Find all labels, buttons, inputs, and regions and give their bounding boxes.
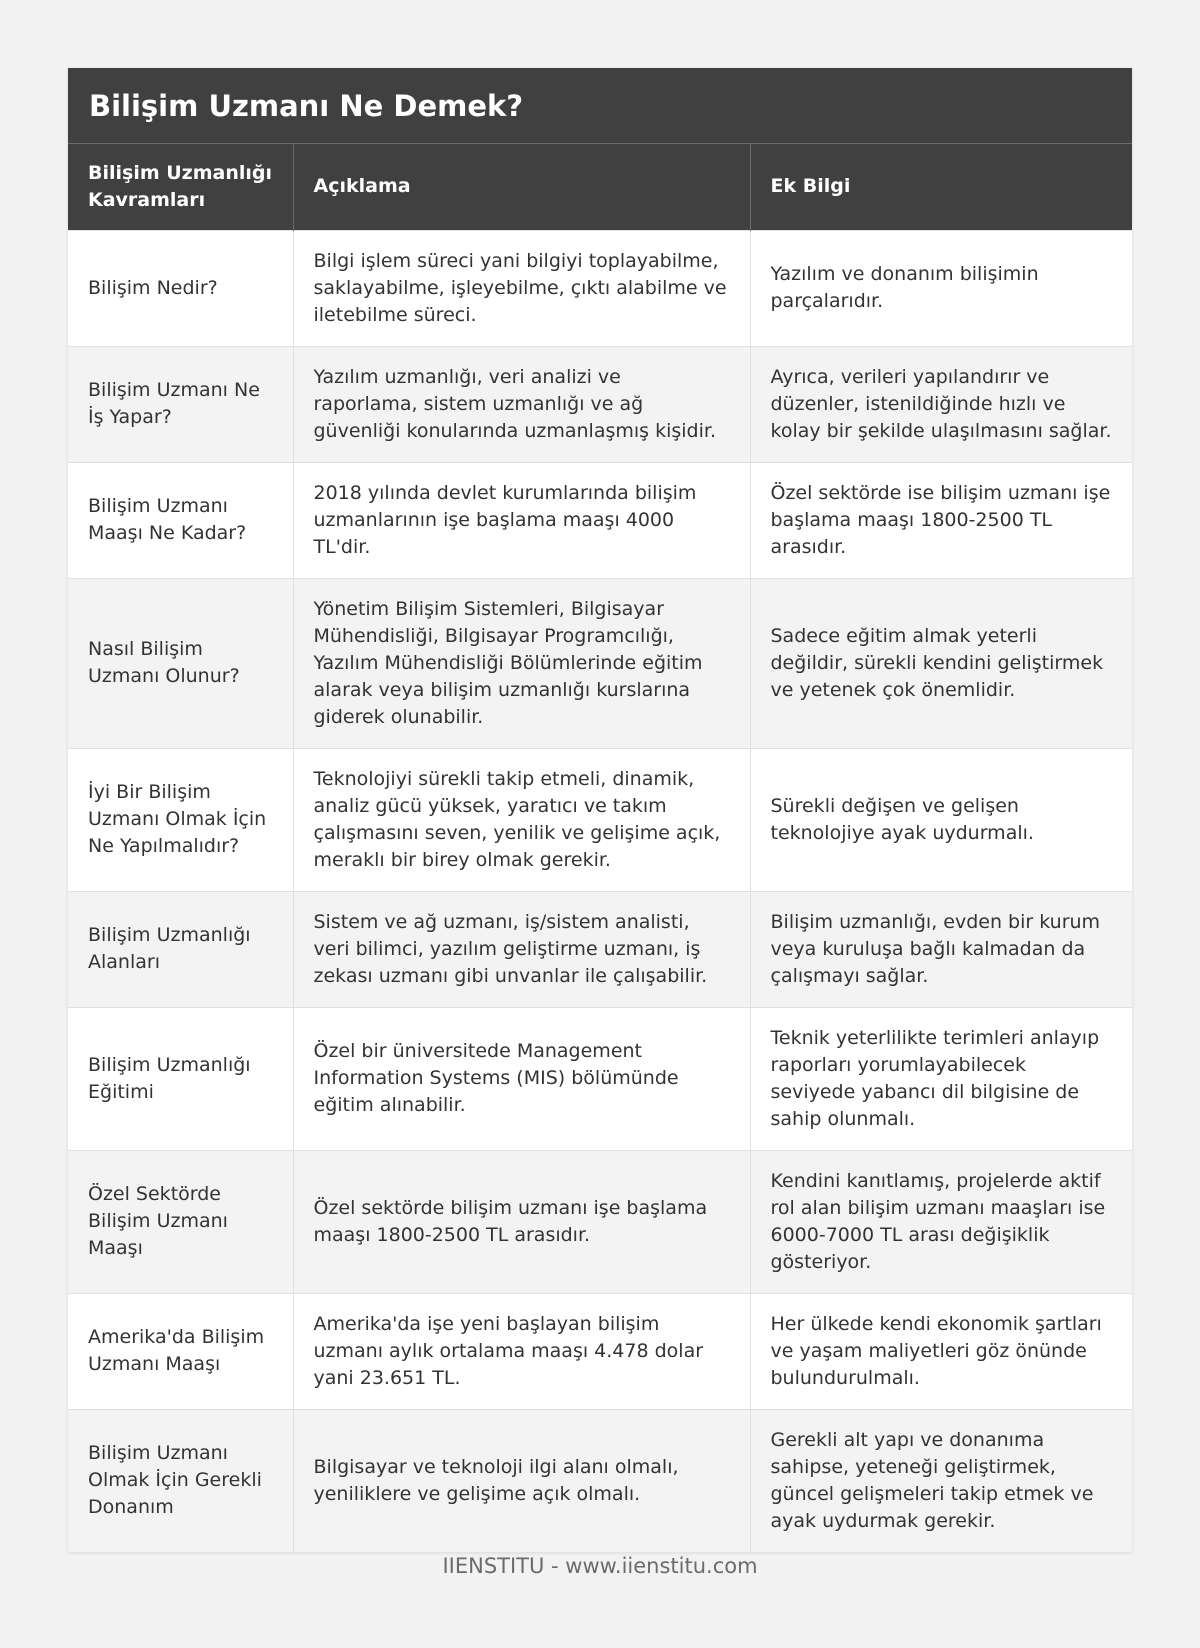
cell-concept: Bilişim Uzmanı Maaşı Ne Kadar? — [68, 462, 293, 578]
cell-description: Özel sektörde bilişim uzmanı işe başlama maaşı 1800-2500 TL arasıdır. — [293, 1150, 750, 1293]
cell-concept: İyi Bir Bilişim Uzmanı Olmak İçin Ne Yapılmalıdır? — [68, 748, 293, 891]
column-header-description: Açıklama — [293, 144, 750, 230]
table-header — [68, 144, 1132, 230]
cell-concept: Bilişim Uzmanlığı Alanları — [68, 891, 293, 1007]
table-row — [68, 1409, 1132, 1552]
table-row — [68, 1007, 1132, 1150]
cell-description: Yazılım uzmanlığı, veri analizi ve raporlama, sistem uzmanlığı ve ağ güvenliği konularında uzmanlaşmış kişidir. — [293, 346, 750, 462]
table-row — [68, 1150, 1132, 1293]
cell-concept: Bilişim Nedir? — [68, 230, 293, 346]
cell-description: Bilgi işlem süreci yani bilgiyi toplayabilme, saklayabilme, işleyebilme, çıktı alabilme ve iletebilme süreci. — [293, 230, 750, 346]
cell-extra-info: Ayrıca, verileri yapılandırır ve düzenler, istenildiğinde hızlı ve kolay bir şekilde ulaşılmasını sağlar. — [750, 346, 1132, 462]
cell-extra-info: Gerekli alt yapı ve donanıma sahipse, yeteneği geliştirmek, güncel gelişmeleri takip etmek ve ayak uydurmak gerekir. — [750, 1409, 1132, 1552]
cell-description: Özel bir üniversitede Management Information Systems (MIS) bölümünde eğitim alınabilir. — [293, 1007, 750, 1150]
info-table-card — [68, 68, 1132, 1552]
table-row — [68, 891, 1132, 1007]
cell-concept: Bilişim Uzmanı Ne İş Yapar? — [68, 346, 293, 462]
cell-description: 2018 yılında devlet kurumlarında bilişim uzmanlarının işe başlama maaşı 4000 TL'dir. — [293, 462, 750, 578]
cell-description: Sistem ve ağ uzmanı, iş/sistem analisti, veri bilimci, yazılım geliştirme uzmanı, iş zekası uzmanı gibi unvanlar ile çalışabilir. — [293, 891, 750, 1007]
cell-description: Bilgisayar ve teknoloji ilgi alanı olmalı, yeniliklere ve gelişime açık olmalı. — [293, 1409, 750, 1552]
table-row — [68, 346, 1132, 462]
column-header-concept: Bilişim Uzmanlığı Kavramları — [68, 144, 293, 230]
cell-concept: Amerika'da Bilişim Uzmanı Maaşı — [68, 1293, 293, 1409]
table-body — [68, 230, 1132, 1552]
cell-extra-info: Bilişim uzmanlığı, evden bir kurum veya kuruluşa bağlı kalmadan da çalışmayı sağlar. — [750, 891, 1132, 1007]
table-title: Bilişim Uzmanı Ne Demek? — [68, 68, 1132, 144]
table-row — [68, 1293, 1132, 1409]
cell-description: Yönetim Bilişim Sistemleri, Bilgisayar Mühendisliği, Bilgisayar Programcılığı, Yazılım Mühendisliği Bölümlerinde eğitim alarak veya bilişim uzmanlığı kurslarına giderek olunabilir. — [293, 578, 750, 748]
cell-extra-info: Kendini kanıtlamış, projelerde aktif rol alan bilişim uzmanı maaşları ise 6000-7000 TL arası değişiklik gösteriyor. — [750, 1150, 1132, 1293]
cell-extra-info: Teknik yeterlilikte terimleri anlayıp raporları yorumlayabilecek seviyede yabancı dil bilgisine de sahip olunmalı. — [750, 1007, 1132, 1150]
table-row — [68, 748, 1132, 891]
cell-description: Teknolojiyi sürekli takip etmeli, dinamik, analiz gücü yüksek, yaratıcı ve takım çalışmasını seven, yenilik ve gelişime açık, meraklı bir birey olmak gerekir. — [293, 748, 750, 891]
cell-concept: Özel Sektörde Bilişim Uzmanı Maaşı — [68, 1150, 293, 1293]
cell-concept: Nasıl Bilişim Uzmanı Olunur? — [68, 578, 293, 748]
table-row — [68, 230, 1132, 346]
table-row — [68, 462, 1132, 578]
cell-concept: Bilişim Uzmanlığı Eğitimi — [68, 1007, 293, 1150]
cell-extra-info: Her ülkede kendi ekonomik şartları ve yaşam maliyetleri göz önünde bulundurulmalı. — [750, 1293, 1132, 1409]
cell-extra-info: Sadece eğitim almak yeterli değildir, sürekli kendini geliştirmek ve yetenek çok önemlidir. — [750, 578, 1132, 748]
cell-extra-info: Yazılım ve donanım bilişimin parçalarıdır. — [750, 230, 1132, 346]
column-header-extra-info: Ek Bilgi — [750, 144, 1132, 230]
cell-description: Amerika'da işe yeni başlayan bilişim uzmanı aylık ortalama maaşı 4.478 dolar yani 23.651 TL. — [293, 1293, 750, 1409]
cell-extra-info: Özel sektörde ise bilişim uzmanı işe başlama maaşı 1800-2500 TL arasıdır. — [750, 462, 1132, 578]
info-table — [68, 144, 1132, 1552]
table-row — [68, 578, 1132, 748]
footer-credit: IIENSTITU - www.iienstitu.com — [442, 1554, 758, 1578]
cell-extra-info: Sürekli değişen ve gelişen teknolojiye ayak uydurmalı. — [750, 748, 1132, 891]
cell-concept: Bilişim Uzmanı Olmak İçin Gerekli Donanım — [68, 1409, 293, 1552]
